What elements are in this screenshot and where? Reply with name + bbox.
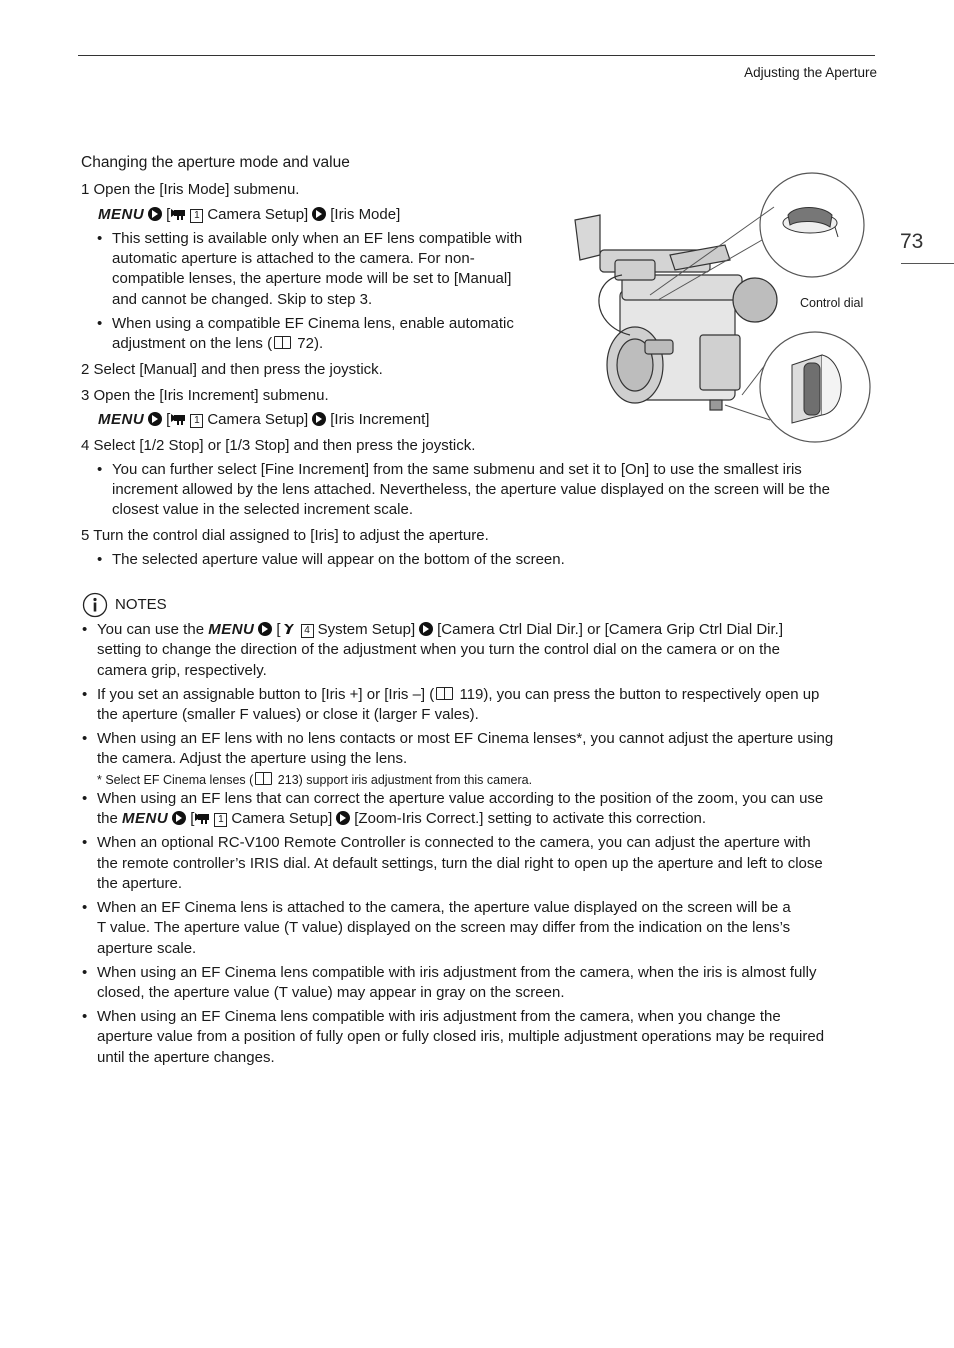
- page-number-rule: [901, 263, 954, 264]
- info-icon: [82, 592, 108, 618]
- section-heading: Changing the aperture mode and value: [81, 154, 350, 171]
- step-4-bullet-line-2: increment allowed by the lens attached. Nevertheless, the aperture value displayed on the screen will be the: [112, 481, 830, 498]
- note-1-line-1: • You can use the MENU [ 4 System Setup] [Camera Ctrl Dial Dir.] or [Camera Grip Ctrl Dial Dir.]: [97, 620, 783, 640]
- note-8-line-1: • When using an EF Cinema lens compatible with iris adjustment from the camera, when you change the: [97, 1007, 781, 1027]
- note-8-line-3: until the aperture changes.: [97, 1049, 275, 1066]
- note-1-line-3: camera grip, respectively.: [97, 662, 267, 679]
- step-1: 1 Open the [Iris Mode] submenu.: [81, 181, 300, 198]
- arrow-icon: [312, 207, 326, 221]
- menu-word: MENU: [98, 411, 145, 428]
- note-2-line-1: • If you set an assignable button to [Iris +] or [Iris –] ( 119), you can press the button to respectively open up: [97, 685, 819, 705]
- step-1-menu-path: MENU [ 1 Camera Setup] [Iris Mode]: [98, 206, 401, 223]
- note-7-line-1: • When using an EF Cinema lens compatible with iris adjustment from the camera, when the iris is almost fully: [97, 963, 816, 983]
- menu-page-box: 1: [214, 813, 227, 827]
- note-3-line-1: • When using an EF lens with no lens contacts or most EF Cinema lenses*, you cannot adjust the aperture using: [97, 729, 833, 749]
- note-5-line-2: the remote controller’s IRIS dial. At default settings, turn the dial right to open up the aperture and left to close: [97, 855, 823, 872]
- note-2-line-2: the aperture (smaller F values) or close it (larger F vales).: [97, 706, 479, 723]
- note-5-line-1: • When an optional RC-V100 Remote Controller is connected to the camera, you can adjust the aperture with: [97, 833, 811, 853]
- control-dial-label: Control dial: [800, 296, 864, 310]
- arrow-icon: [148, 412, 162, 426]
- note-6-line-3: aperture scale.: [97, 940, 197, 957]
- note-4-line-2: the MENU [ 1 Camera Setup] [Zoom-Iris Correct.] setting to activate this correction.: [97, 810, 707, 827]
- arrow-icon: [258, 622, 272, 636]
- note-4-line-1: • When using an EF lens that can correct the aperture value according to the position of the zoom, you can use: [97, 789, 823, 809]
- step-3: 3 Open the [Iris Increment] submenu.: [81, 387, 329, 404]
- menu-word: MENU: [98, 206, 145, 223]
- arrow-icon: [312, 412, 326, 426]
- step-1-bullet-1-line-2: automatic aperture is attached to the camera. For non-: [112, 250, 475, 267]
- step-4-bullet-line-3: closest value in the selected increment scale.: [112, 501, 413, 518]
- footnote: * Select EF Cinema lenses ( 213) support iris adjustment from this camera.: [97, 773, 533, 787]
- note-8-line-2: aperture value from a position of fully open or fully closed iris, multiple adjustment operations may be required: [97, 1028, 825, 1045]
- note-6-line-2: T value. The aperture value (T value) displayed on the screen may differ from the indication on the lens’s: [97, 919, 791, 936]
- step-1-bullet-1-line-3: compatible lenses, the aperture mode will be set to [Manual]: [112, 270, 512, 287]
- arrow-icon: [336, 811, 350, 825]
- camera-icon: [170, 413, 186, 425]
- note-1-line-2: setting to change the direction of the adjustment when you turn the control dial on the camera or on the: [97, 641, 780, 658]
- menu-word: MENU: [122, 810, 169, 827]
- note-3-line-2: the camera. Adjust the aperture using the lens.: [97, 750, 408, 767]
- step-1-bullet-1-line-1: • This setting is available only when an EF lens compatible with: [112, 229, 522, 249]
- book-icon: [436, 687, 453, 700]
- menu-word: MENU: [208, 621, 255, 638]
- menu-page-box: 1: [190, 414, 203, 428]
- camera-icon: [170, 208, 186, 220]
- arrow-icon: [148, 207, 162, 221]
- camera-icon: [194, 812, 210, 824]
- running-title: Adjusting the Aperture: [744, 65, 877, 80]
- book-icon: [274, 336, 291, 349]
- menu-page-box: 1: [190, 209, 203, 223]
- header-rule: [78, 55, 875, 56]
- page-number: 73: [900, 230, 924, 253]
- wrench-icon: [281, 623, 297, 635]
- note-6-line-1: • When an EF Cinema lens is attached to the camera, the aperture value displayed on the screen will be a: [97, 898, 791, 918]
- note-7-line-2: closed, the aperture value (T value) may appear in gray on the screen.: [97, 984, 565, 1001]
- menu-page-box: 4: [301, 624, 314, 638]
- step-1-bullet-1-line-4: and cannot be changed. Skip to step 3.: [112, 291, 373, 308]
- step-1-bullet-2-line-2: adjustment on the lens ( 72).: [112, 335, 324, 352]
- step-5-bullet: • The selected aperture value will appear on the bottom of the screen.: [112, 550, 565, 570]
- step-4: 4 Select [1/2 Stop] or [1/3 Stop] and then press the joystick.: [81, 437, 476, 454]
- step-2: 2 Select [Manual] and then press the joystick.: [81, 361, 383, 378]
- note-5-line-3: the aperture.: [97, 875, 183, 892]
- arrow-icon: [419, 622, 433, 636]
- step-4-bullet-line-1: • You can further select [Fine Increment] from the same submenu and set it to [On] to use the smallest iris: [112, 460, 802, 480]
- notes-title: NOTES: [115, 596, 167, 613]
- arrow-icon: [172, 811, 186, 825]
- book-icon: [255, 772, 272, 785]
- step-3-menu-path: MENU [ 1 Camera Setup] [Iris Increment]: [98, 411, 430, 428]
- step-1-bullet-2-line-1: • When using a compatible EF Cinema lens, enable automatic: [112, 314, 514, 334]
- step-5: 5 Turn the control dial assigned to [Iris] to adjust the aperture.: [81, 527, 489, 544]
